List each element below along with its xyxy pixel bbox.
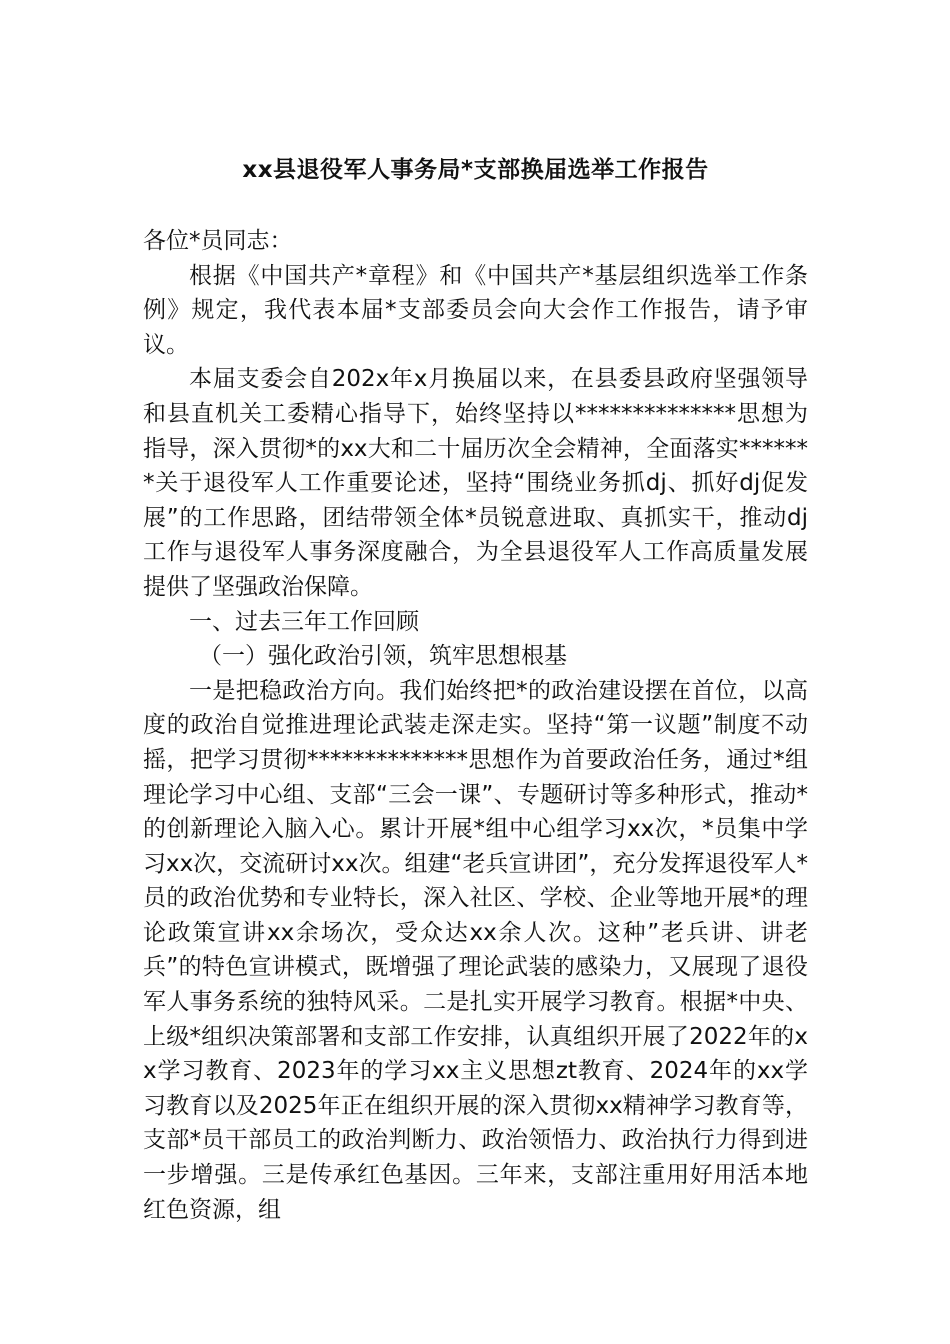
subsection-heading: （一）强化政治引领，筑牢思想根基 — [199, 643, 567, 670]
salutation: 各位*员同志： — [143, 228, 293, 254]
document-title: xx县退役军人事务局*支部换届选举工作报告 — [242, 157, 709, 183]
paragraph-summary: 本届支委会自202x年x月换届以来，在县委县政府坚强领导和县直机关工委精心指导下，始终坚持以**************思想为指导，深入贯彻*的xx大和二十届历次全会精神，全面落实*******关于退役军人工作重要论述，坚持“围绕业务抓dj、抓好dj促发展”的工作思路，团结带领全体*员锐意进取、真抓实干，推动dj工作与退役军人事务深度融合，为全县退役军人工作高质量发展提供了坚强政治保障。 — [143, 366, 808, 600]
document-page — [143, 150, 808, 1227]
section-heading: 一、过去三年工作回顾 — [189, 608, 419, 635]
paragraph-intro: 根据《中国共产*章程》和《中国共产*基层组织选举工作条例》规定，我代表本届*支部委员会向大会作工作报告，请予审议。 — [143, 262, 808, 358]
paragraph-body: 一是把稳政治方向。我们始终把*的政治建设摆在首位，以高度的政治自觉推进理论武装走深走实。坚持“第一议题”制度不动摇，把学习贯彻**************思想作为首要政治任务，通过*组理论学习中心组、支部“三会一课”、专题研讨等多种形式，推动*的创新理论入脑入心。累计开展*组中心组学习xx次，*员集中学习xx次，交流研讨xx次。组建“老兵宣讲团”，充分发挥退役军人*员的政治优势和专业特长，深入社区、学校、企业等地开展*的理论政策宣讲xx余场次，受众达xx余人次。这种”老兵讲、讲老兵”的特色宣讲模式，既增强了理论武装的感染力，又展现了退役军人事务系统的独特风采。二是扎实开展学习教育。根据*中央、上级*组织决策部署和支部工作安排，认真组织开展了2022年的xx学习教育、2023年的学习xx主义思想zt教育、2024年的xx学习教育以及2025年正在组织开展的深入贯彻xx精神学习教育等，支部*员干部员工的政治判断力、政治领悟力、政治执行力得到进一步增强。三是传承红色基因。三年来，支部注重用好用活本地红色资源，组 — [143, 677, 808, 1223]
